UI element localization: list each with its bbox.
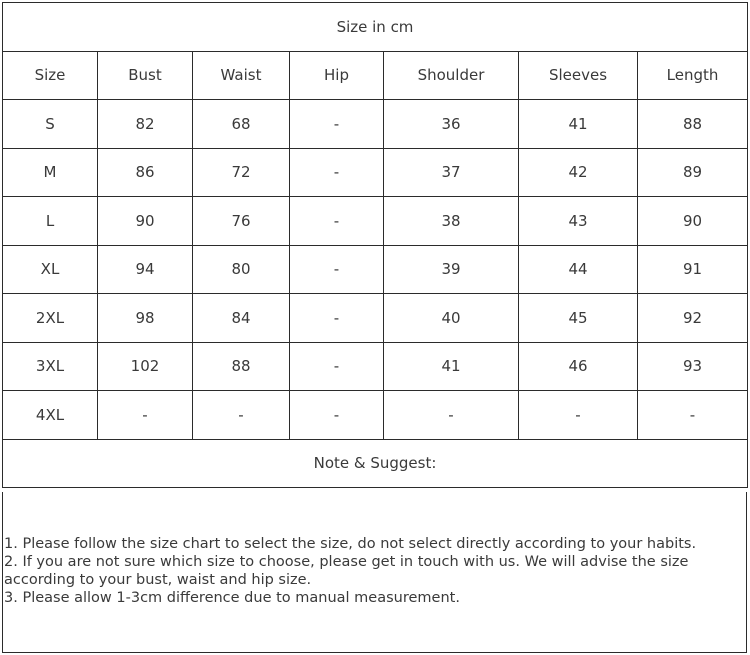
table-cell: - — [290, 294, 384, 343]
table-cell: 102 — [98, 342, 193, 391]
table-cell: 82 — [98, 100, 193, 149]
note-item: 1. Please follow the size chart to select the size, do not select directly according to your habits. — [4, 536, 697, 552]
table-cell: 4XL — [3, 391, 98, 440]
table-cell: 39 — [384, 245, 519, 294]
table-cell: 84 — [193, 294, 290, 343]
table-cell: - — [290, 391, 384, 440]
column-header-sleeves: Sleeves — [519, 51, 638, 100]
table-cell: XL — [3, 245, 98, 294]
table-cell: 41 — [384, 342, 519, 391]
table-cell: 86 — [98, 148, 193, 197]
table-cell: - — [290, 245, 384, 294]
table-cell: 88 — [638, 100, 748, 149]
table-cell: S — [3, 100, 98, 149]
table-cell: 42 — [519, 148, 638, 197]
column-header-length: Length — [638, 51, 748, 100]
table-cell: - — [98, 391, 193, 440]
table-row — [3, 391, 748, 440]
table-cell: L — [3, 197, 98, 246]
notes-heading: Note & Suggest: — [3, 439, 748, 488]
table-cell: 90 — [638, 197, 748, 246]
table-cell: 80 — [193, 245, 290, 294]
title-row — [3, 3, 748, 52]
table-row — [3, 197, 748, 246]
column-header-size: Size — [3, 51, 98, 100]
table-cell: 46 — [519, 342, 638, 391]
table-row — [3, 342, 748, 391]
table-cell: 72 — [193, 148, 290, 197]
table-cell: 98 — [98, 294, 193, 343]
note-item: 3. Please allow 1-3cm difference due to manual measurement. — [4, 590, 460, 606]
table-cell: 40 — [384, 294, 519, 343]
table-cell: 90 — [98, 197, 193, 246]
column-header-waist: Waist — [193, 51, 290, 100]
table-row — [3, 294, 748, 343]
table-cell: 38 — [384, 197, 519, 246]
column-header-hip: Hip — [290, 51, 384, 100]
table-cell: 45 — [519, 294, 638, 343]
table-cell: 3XL — [3, 342, 98, 391]
table-cell: 88 — [193, 342, 290, 391]
column-header-shoulder: Shoulder — [384, 51, 519, 100]
size-table — [2, 2, 748, 488]
table-cell: - — [519, 391, 638, 440]
table-cell: - — [290, 342, 384, 391]
table-cell: - — [290, 148, 384, 197]
table-row — [3, 100, 748, 149]
table-cell: - — [638, 391, 748, 440]
notes-text — [4, 535, 739, 607]
table-title: Size in cm — [3, 3, 748, 52]
note-item: 2. If you are not sure which size to choose, please get in touch with us. We will advise the size according to your bust, waist and hip size. — [4, 554, 689, 588]
table-cell: 36 — [384, 100, 519, 149]
table-cell: - — [384, 391, 519, 440]
table-cell: 37 — [384, 148, 519, 197]
notes-section — [2, 492, 747, 653]
table-cell: - — [193, 391, 290, 440]
table-cell: 89 — [638, 148, 748, 197]
table-cell: 44 — [519, 245, 638, 294]
column-header-bust: Bust — [98, 51, 193, 100]
table-cell: - — [290, 197, 384, 246]
table-cell: 43 — [519, 197, 638, 246]
header-row — [3, 51, 748, 100]
table-cell: 91 — [638, 245, 748, 294]
table-cell: 68 — [193, 100, 290, 149]
table-row — [3, 245, 748, 294]
notes-heading-row — [3, 439, 748, 488]
table-cell: - — [290, 100, 384, 149]
table-cell: 93 — [638, 342, 748, 391]
table-cell: 41 — [519, 100, 638, 149]
table-cell: 92 — [638, 294, 748, 343]
table-cell: M — [3, 148, 98, 197]
table-row — [3, 148, 748, 197]
table-cell: 2XL — [3, 294, 98, 343]
table-cell: 76 — [193, 197, 290, 246]
table-cell: 94 — [98, 245, 193, 294]
